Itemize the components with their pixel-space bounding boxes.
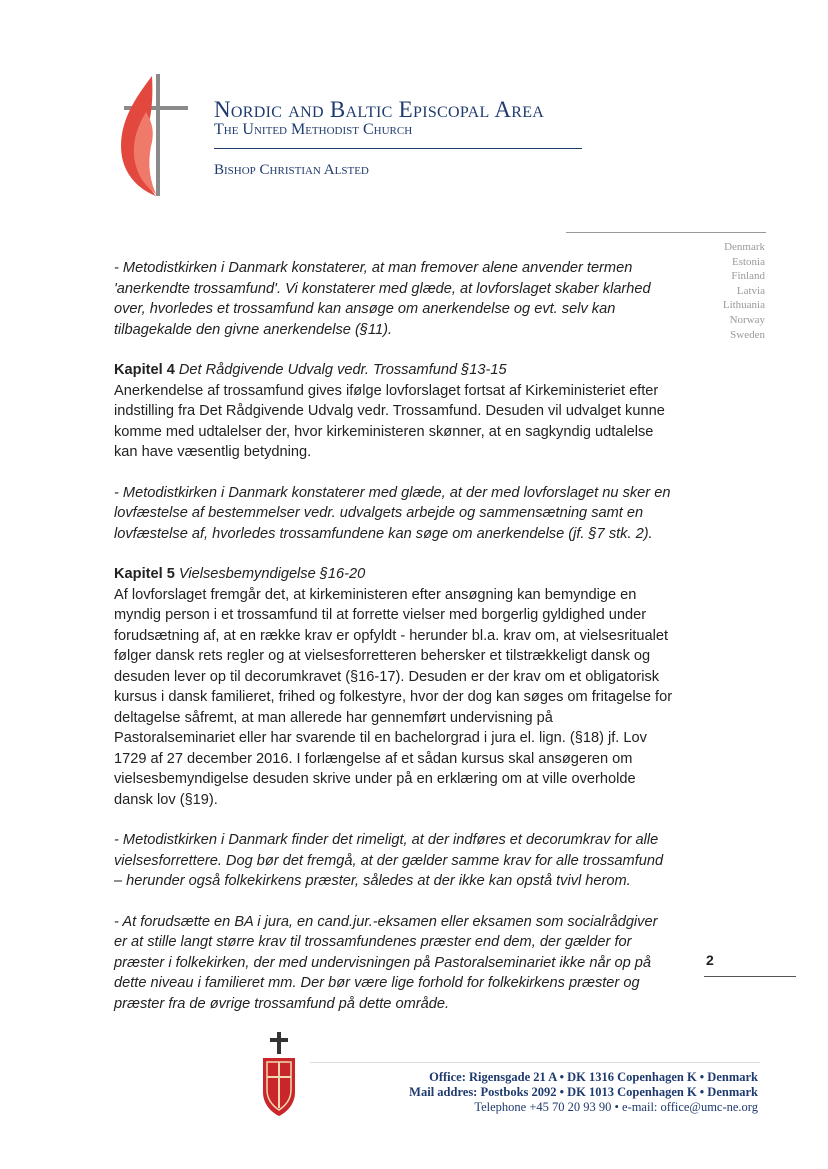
footer-divider (310, 1062, 760, 1063)
chapter-title: Vielsesbemyndigelse §16-20 (174, 566, 366, 582)
organization-subtitle: The United Methodist Church (214, 121, 413, 138)
footer-contact (409, 1070, 758, 1115)
chapter-title: Det Rådgivende Udvalg vedr. Trossamfund §13-15 (174, 362, 507, 378)
country-item: Sweden (730, 328, 765, 341)
statement-paragraph: - Metodistkirken i Danmark finder det rimeligt, at der indføres et decorumkrav for alle vielsesforrettere. Dog bør det fremgå, at der gælder samme krav for alle trossamfund – herunder også folkekirkens præster, således at der ikke kan opstå tvivl herom. (114, 832, 664, 889)
letter-body (114, 258, 674, 1034)
page-number: 2 (706, 952, 714, 968)
bishop-name: Bishop Christian Alsted (214, 162, 369, 178)
sidebar-divider (566, 232, 766, 233)
statement-paragraph: - Metodistkirken i Danmark konstaterer, at man fremover alene anvender termen 'anerkendte trossamfund'. Vi konstaterer med glæde, at lovforslaget skaber klarhed over, hvorledes et trossamfund kan ansøge om anerkendelse og evt. selv kan tilbagekalde den givne anerkendelse (§11). (114, 260, 651, 338)
statement-paragraph: - Metodistkirken i Danmark konstaterer med glæde, at der med lovforslaget nu sker en lovfæstelse af bestemmelser vedr. udvalgets arbejde og sammensætning samt en lovfæstelse af, hvorledes trossamfundene kan søge om anerkendelse (jf. §7 stk. 2). (114, 484, 671, 542)
cross-and-flame-logo (112, 72, 192, 202)
chapter-4-heading (114, 360, 674, 381)
page-number-divider (704, 976, 796, 977)
body-paragraph: Anerkendelse af trossamfund gives ifølge lovforslaget fortsat af Kirkeministeriet efter indstilling fra Det Rådgivende Udvalg vedr. Trossamfund. Desuden vil udvalget kunne komme med udtalelser der, hvor kirkeministeren skønner, at en sagkyndig udtalelse kan have væsentlig betydning. (114, 382, 665, 460)
header-divider (214, 148, 582, 149)
office-address: Office: Rigensgade 21 A • DK 1316 Copenhagen K • Denmark (429, 1070, 758, 1084)
country-item: Lithuania (722, 299, 765, 312)
statement-paragraph: - At forudsætte en BA i jura, en cand.jur.-eksamen eller eksamen som socialrådgiver er at stille langt større krav til trossamfundenes præster end dem, der gælder for præster i folkekirken, der med undervisningen på Pastoralseminariet ikke når op på dette niveau i familieret mm. Der bør være lige forhold for folkekirkens præster og præster fra de øvrige trossamfund på dette område. (114, 913, 658, 1012)
church-emblem-icon (257, 1030, 301, 1118)
country-item: Norway (729, 313, 765, 326)
organization-title: Nordic and Baltic Episcopal Area (214, 97, 545, 122)
country-item: Estonia (732, 255, 765, 268)
country-item: Denmark (724, 241, 765, 253)
country-item: Finland (731, 270, 765, 283)
chapter-label: Kapitel 5 (114, 566, 175, 582)
contact-info: Telephone +45 70 20 93 90 • e-mail: office@umc-ne.org (474, 1100, 758, 1114)
body-paragraph: Af lovforslaget fremgår det, at kirkeministeren efter ansøgning kan bemyndige en myndig person i et trossamfund til at forrette vielser med borgerlig gyldighed under forudsætning af, at en række krav er opfyldt - herunder bl.a. krav om, at vielsesritualet følger dansk rets regler og at vielsesforretteren behersker et tilstrækkeligt dansk og desuden lever op til decorumkravet (§16-17). Desuden er der krav om et obligatorisk kursus i dansk familieret, frihed og folkestyre, hvor der dog kan søges om fritagelse for deltagelse såfremt, at man allerede har gennemført undervisning på Pastoralseminariet eller har svarende til en bachelorgrad i jura el. lign. (§18) jf. Lov 1729 af 27 december 2016. I forlængelse af et sådan kursus skal ansøgeren om vielsesbemyndigelse desuden skrive under på en erklæring om at ville overholde dansk lov (§19). (114, 586, 673, 808)
chapter-label: Kapitel 4 (114, 362, 175, 378)
country-list (723, 240, 765, 342)
chapter-5-heading (114, 564, 674, 585)
mail-address: Mail addres: Postboks 2092 • DK 1013 Copenhagen K • Denmark (409, 1085, 758, 1099)
country-item: Latvia (736, 284, 765, 297)
